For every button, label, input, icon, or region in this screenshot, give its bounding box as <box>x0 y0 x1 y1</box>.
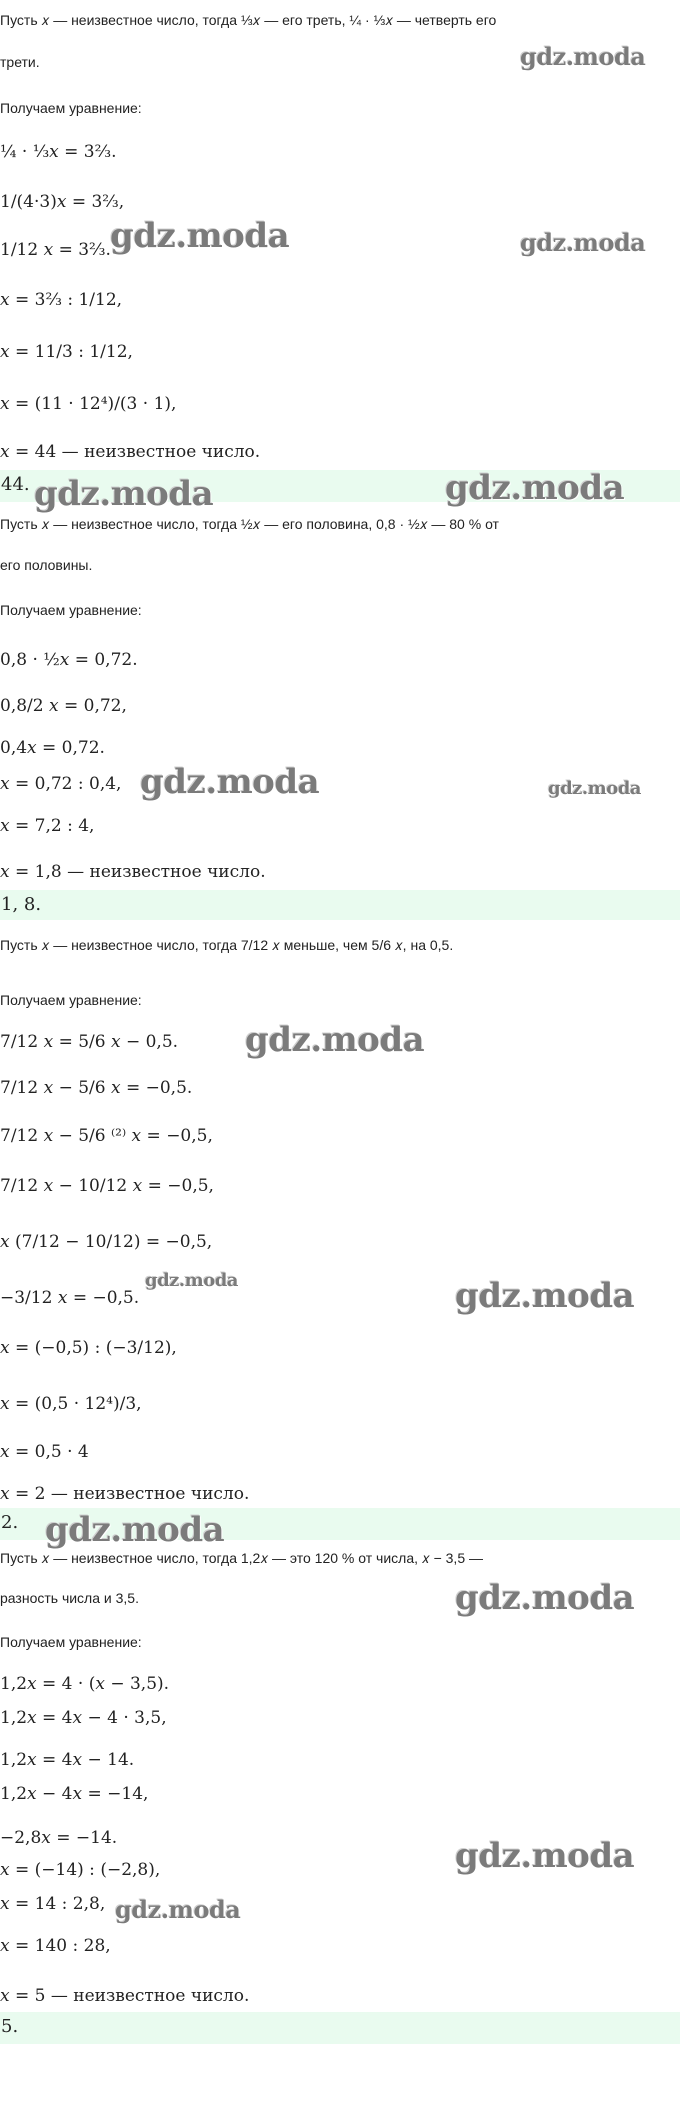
problem-4-result: 𝑥 = 5 — неизвестное число. <box>0 1986 250 2006</box>
problem-1-equation-label: Получаем уравнение: <box>0 100 142 116</box>
problem-4-step-4: 1,2𝑥 − 4𝑥 = −14, <box>0 1784 149 1804</box>
problem-4-intro-line-2: разность числа и 3,5. <box>0 1590 139 1606</box>
problem-4-step-7: 𝑥 = 14 : 2,8, <box>0 1894 106 1914</box>
problem-3-step-1: 7/12 𝑥 = 5/6 𝑥 − 0,5. <box>0 1032 179 1052</box>
watermark: gdz.moda <box>455 1578 635 1618</box>
watermark: gdz.moda <box>548 778 641 799</box>
problem-2-step-1: 0,8 · ½𝑥 = 0,72. <box>0 650 138 670</box>
problem-4-step-5: −2,8𝑥 = −14. <box>0 1828 118 1848</box>
problem-3-step-3: 7/12 𝑥 − 5/6 ⁽²⁾ 𝑥 = −0,5, <box>0 1126 213 1146</box>
problem-4-answer: 5. <box>0 2012 680 2044</box>
problem-4-step-6: 𝑥 = (−14) : (−2,8), <box>0 1860 161 1880</box>
problem-1-step-6: 𝑥 = (11 · 12⁴)/(3 · 1), <box>0 394 177 414</box>
problem-1-step-3: 1/12 𝑥 = 3⅔. <box>0 240 111 260</box>
problem-4-intro-line-1: Пусть 𝑥 — неизвестное число, тогда 1,2𝑥 — это 120 % от числа, 𝑥 − 3,5 — <box>0 1550 484 1566</box>
problem-4-equation-label: Получаем уравнение: <box>0 1634 142 1650</box>
problem-2-intro-line-2: его половины. <box>0 557 93 573</box>
problem-2-step-3: 0,4𝑥 = 0,72. <box>0 738 105 758</box>
problem-3-step-7: 𝑥 = (−0,5) : (−3/12), <box>0 1338 177 1358</box>
problem-3-step-8: 𝑥 = (0,5 · 12⁴)/3, <box>0 1394 142 1414</box>
problem-3-step-6: −3/12 𝑥 = −0,5. <box>0 1288 140 1308</box>
problem-4-step-3: 1,2𝑥 = 4𝑥 − 14. <box>0 1750 135 1770</box>
watermark: gdz.moda <box>455 1276 635 1316</box>
problem-2-result: 𝑥 = 1,8 — неизвестное число. <box>0 862 266 882</box>
watermark: gdz.moda <box>245 1020 425 1060</box>
watermark: gdz.moda <box>34 474 214 514</box>
watermark: gdz.moda <box>45 1510 225 1550</box>
problem-1-result: 𝑥 = 44 — неизвестное число. <box>0 442 261 462</box>
problem-3-answer: 2. <box>0 1508 680 1540</box>
problem-3-intro-line-1: Пусть 𝑥 — неизвестное число, тогда 7/12 𝑥 меньше, чем 5/6 𝑥, на 0,5. <box>0 937 454 953</box>
problem-2-answer: 1, 8. <box>0 890 680 920</box>
problem-1-intro-line-2: трети. <box>0 54 40 70</box>
watermark: gdz.moda <box>140 762 320 802</box>
problem-4-step-1: 1,2𝑥 = 4 · (𝑥 − 3,5). <box>0 1674 170 1694</box>
problem-1-step-5: 𝑥 = 11/3 : 1/12, <box>0 342 133 362</box>
problem-2-intro-line-1: Пусть 𝑥 — неизвестное число, тогда ½𝑥 — его половина, 0,8 · ½𝑥 — 80 % от <box>0 516 499 532</box>
watermark: gdz.moda <box>520 228 646 257</box>
watermark: gdz.moda <box>445 468 625 508</box>
problem-2-equation-label: Получаем уравнение: <box>0 602 142 618</box>
problem-4-step-8: 𝑥 = 140 : 28, <box>0 1936 111 1956</box>
problem-1-step-1: ¼ · ⅓𝑥 = 3⅔. <box>0 142 117 162</box>
watermark: gdz.moda <box>145 1270 238 1291</box>
problem-1-step-4: 𝑥 = 3⅔ : 1/12, <box>0 290 123 310</box>
problem-3-equation-label: Получаем уравнение: <box>0 992 142 1008</box>
watermark: gdz.moda <box>115 1895 241 1924</box>
watermark: gdz.moda <box>520 42 646 71</box>
problem-3-step-9: 𝑥 = 0,5 · 4 <box>0 1442 89 1462</box>
problem-4-step-2: 1,2𝑥 = 4𝑥 − 4 · 3,5, <box>0 1708 167 1728</box>
problem-3-step-4: 7/12 𝑥 − 10/12 𝑥 = −0,5, <box>0 1176 214 1196</box>
problem-2-step-2: 0,8/2 𝑥 = 0,72, <box>0 696 127 716</box>
problem-3-result: 𝑥 = 2 — неизвестное число. <box>0 1484 250 1504</box>
problem-2-step-5: 𝑥 = 7,2 : 4, <box>0 816 95 836</box>
problem-1-step-2: 1/(4·3)𝑥 = 3⅔, <box>0 192 125 212</box>
watermark: gdz.moda <box>455 1836 635 1876</box>
problem-3-step-5: 𝑥 (7/12 − 10/12) = −0,5, <box>0 1232 213 1252</box>
problem-3-step-2: 7/12 𝑥 − 5/6 𝑥 = −0,5. <box>0 1078 193 1098</box>
problem-1-answer: 44. <box>0 470 680 502</box>
watermark: gdz.moda <box>110 216 290 256</box>
problem-2-step-4: 𝑥 = 0,72 : 0,4, <box>0 774 122 794</box>
problem-1-intro-line-1: Пусть 𝑥 — неизвестное число, тогда ⅓𝑥 — его треть, ¼ · ⅓𝑥 — четверть его <box>0 12 497 28</box>
